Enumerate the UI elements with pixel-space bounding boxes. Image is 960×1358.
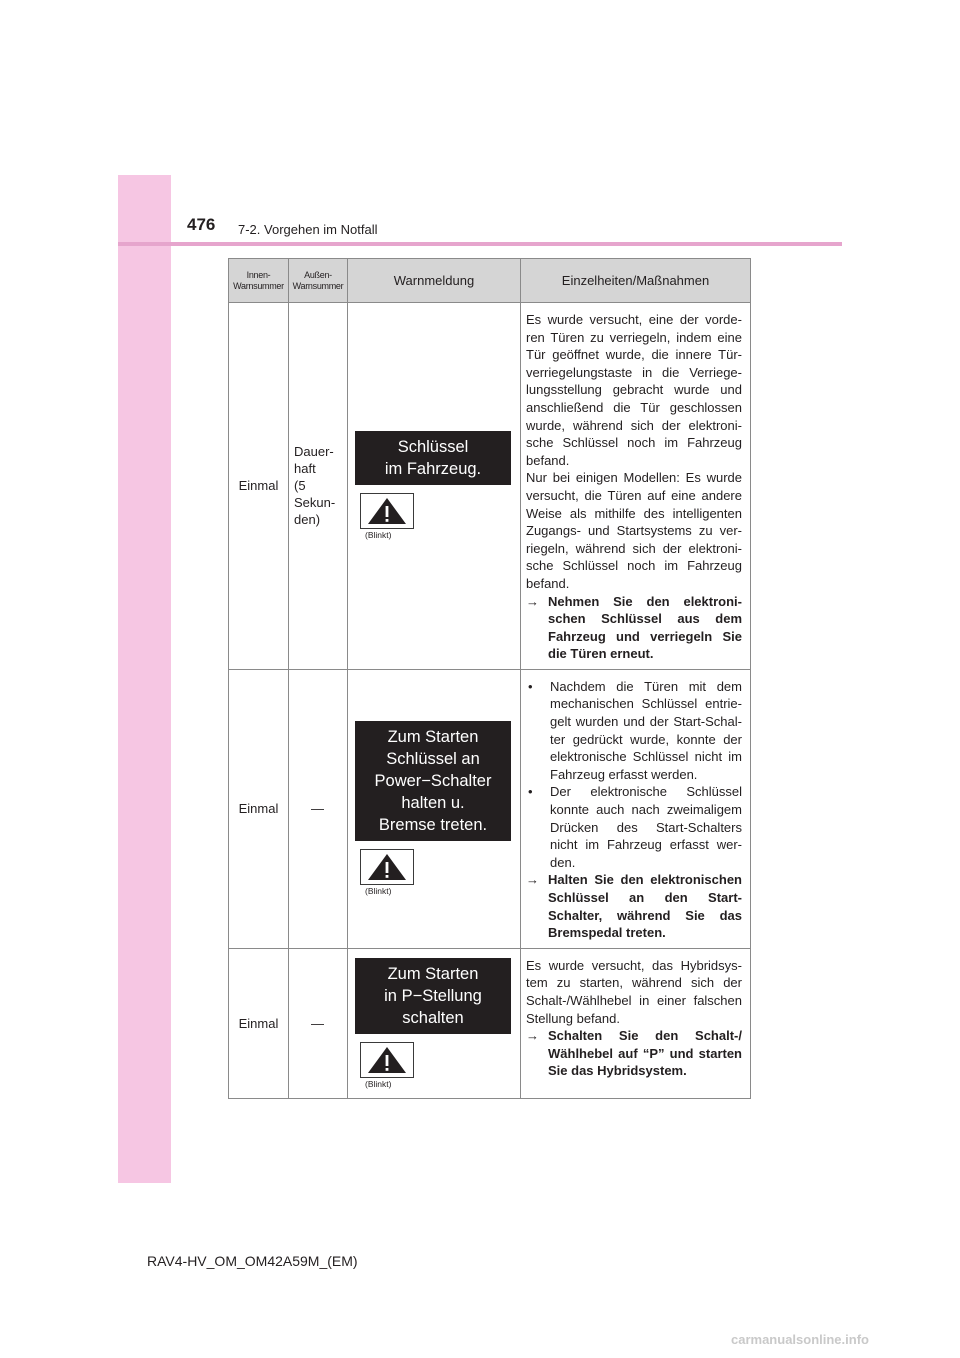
warning-triangle-icon (360, 1042, 414, 1078)
warning-triangle-icon (360, 849, 414, 885)
header-external-buzzer (289, 259, 348, 303)
message-line: in P−Stellung (384, 986, 482, 1005)
blink-label: (Blinkt) (365, 886, 392, 897)
external-buzzer-text: — (311, 801, 324, 817)
document-code: RAV4-HV_OM_OM42A59M_(EM) (147, 1253, 358, 1269)
action-line (526, 871, 742, 941)
header-rule (118, 242, 842, 246)
external-buzzer-text: Dauer- haft (5 Sekun- den) (294, 444, 336, 528)
action-text: Schalten Sie den Schalt-/ Wählhebel auf “P” und starten Sie das Hybridsystem. (548, 1028, 742, 1079)
warning-message-cell (348, 948, 521, 1098)
message-line: Zum Starten (387, 728, 479, 747)
blink-label: (Blinkt) (365, 530, 392, 541)
warning-triangle-icon (360, 493, 414, 529)
bullet-icon: • (528, 678, 533, 694)
watermark: carmanualsonline.info (731, 1332, 869, 1347)
details-text: Es wurde versucht, eine der vorderen Türen zu verriegeln, indem eine Tür geöffnet wurde, die innere Türverriegelungstaste in die Verriegelungsstellung gebracht wurde und anschließend die Tür geschlossen wurde, während sich der elektronische Schlüssel noch im Fahrzeug befand. (526, 312, 742, 468)
internal-buzzer-cell: Einmal (229, 948, 289, 1098)
message-line: Schlüssel (397, 438, 469, 457)
action-text: Nehmen Sie den elektronischen Schlüssel aus dem Fahrzeug und verriegeln Sie die Türen erneut. (548, 593, 742, 662)
table-row (229, 303, 751, 670)
details-bullet-list (526, 678, 742, 872)
arrow-icon: → (526, 1028, 539, 1044)
list-item (526, 678, 742, 784)
action-line (526, 1027, 742, 1080)
message-line: Schlüssel an (386, 750, 480, 769)
section-title: 7-2. Vorgehen im Notfall (238, 222, 378, 237)
warning-table (228, 258, 751, 1099)
blink-label: (Blinkt) (365, 1078, 392, 1089)
header-internal-buzzer (229, 259, 289, 303)
internal-buzzer-cell: Einmal (229, 303, 289, 670)
bullet-text: Nachdem die Türen mit dem mechanischen Schlüssel entriegelt wurden und der Start-Schalter gedrückt wurde, konnte der elektronische Schlüssel nicht im Fahrzeug erfasst werden. (550, 678, 742, 782)
page-number: 476 (187, 215, 216, 234)
header-message: Warnmeldung (348, 259, 521, 303)
message-line: Bremse treten. (378, 816, 488, 835)
message-line: Zum Starten (387, 964, 479, 983)
message-line: im Fahrzeug. (384, 460, 482, 479)
table-header-row (229, 259, 751, 303)
details-cell (521, 303, 751, 670)
internal-buzzer-cell: Einmal (229, 669, 289, 948)
message-line: Power−Schalter (374, 772, 492, 791)
bullet-icon: • (528, 784, 533, 800)
list-item (526, 783, 742, 871)
warning-message-display (355, 431, 511, 485)
external-buzzer-cell (289, 669, 348, 948)
header-internal-text: Innen- Warnsummer (233, 269, 284, 291)
details-cell (521, 669, 751, 948)
side-tab-bar (118, 175, 171, 1183)
action-line (526, 593, 742, 663)
external-buzzer-text: — (311, 1015, 324, 1031)
details-text: Es wurde versucht, das Hybridsystem zu starten, während sich der Schalt-/Wählhebel in einer falschen Stellung befand. (526, 957, 742, 1026)
warning-message-display (355, 958, 511, 1034)
arrow-icon: → (526, 593, 539, 609)
table-row (229, 669, 751, 948)
message-line: schalten (402, 1008, 464, 1027)
header-external-text: Außen- Warnsummer (292, 269, 344, 291)
message-line: halten u. (401, 794, 465, 813)
external-buzzer-cell (289, 303, 348, 670)
arrow-icon: → (526, 872, 539, 888)
warning-message-display (355, 721, 511, 841)
header-details: Einzelheiten/Maßnahmen (521, 259, 751, 303)
bullet-text: Der elektronische Schlüssel konnte auch nach zweimaligem Drücken des Start-Schalters nicht im Fahrzeug erfasst werden. (550, 784, 742, 870)
details-text: Nur bei einigen Modellen: Es wurde versucht, die Türen auf eine andere Weise als mithilfe des intelligenten Zugangs- und Startsystems zu verriegeln, während sich der elektronische Schlüssel noch im Fahrzeug befand. (526, 470, 742, 591)
warning-message-cell (348, 303, 521, 670)
warning-message-cell (348, 669, 521, 948)
details-cell (521, 948, 751, 1098)
table-row (229, 948, 751, 1098)
external-buzzer-cell (289, 948, 348, 1098)
action-text: Halten Sie den elektronischen Schlüssel an den Start-Schalter, während Sie das Bremspedal treten. (548, 872, 742, 941)
